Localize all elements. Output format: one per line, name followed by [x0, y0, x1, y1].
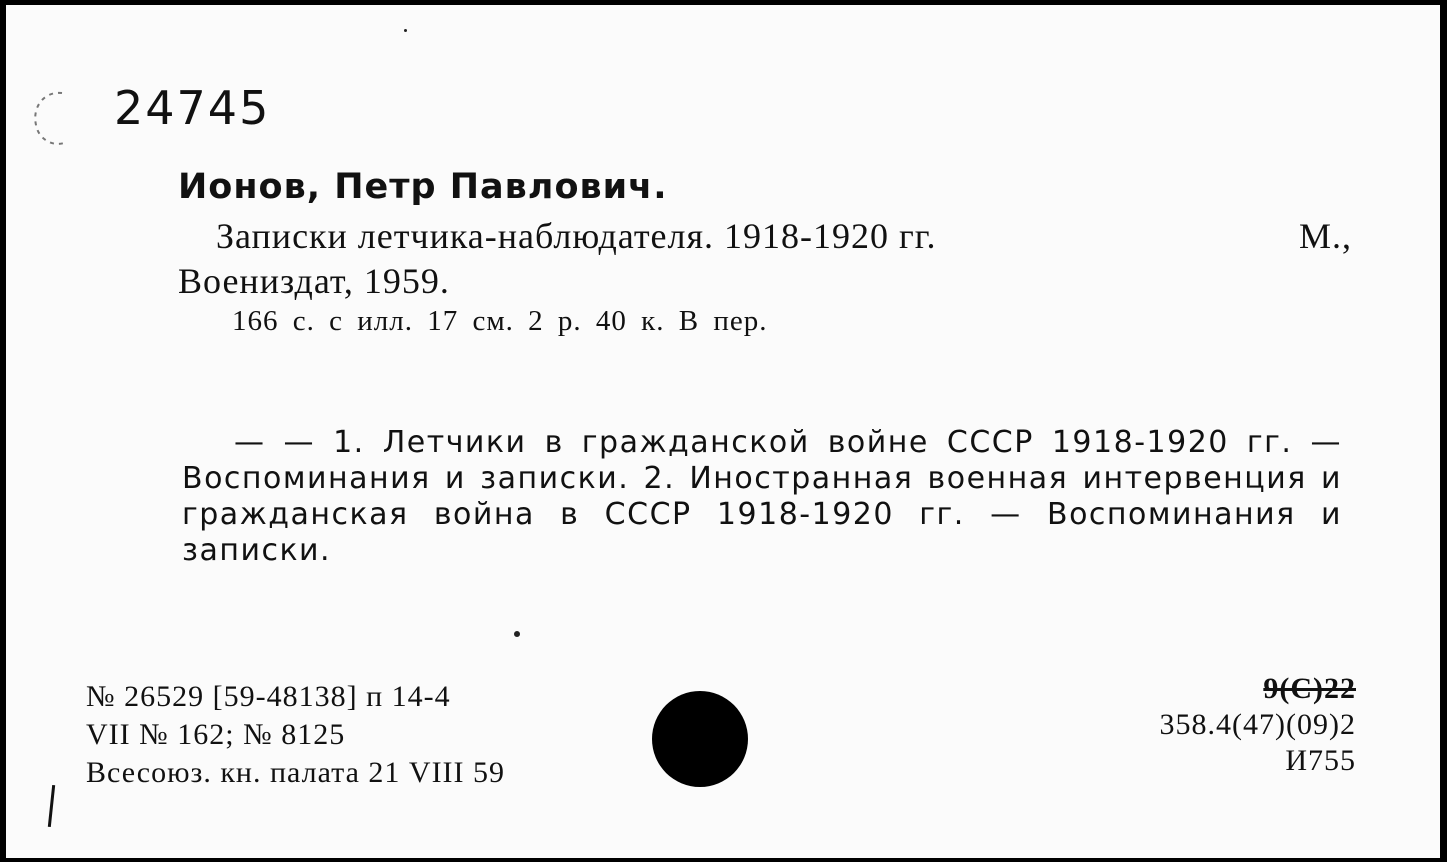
collation-line: 166 с. с илл. 17 см. 2 р. 40 к. В пер. [232, 305, 768, 337]
chamber-line: Всесоюз. кн. палата 21 VIII 59 [86, 756, 506, 789]
catalog-card [6, 5, 1440, 858]
ink-speck [404, 29, 407, 32]
ink-speck [514, 631, 520, 637]
pencil-stroke [48, 785, 55, 827]
author-heading: Ионов, Петр Павлович. [178, 167, 668, 207]
classification-code: 358.4(47)(09)2 [1159, 708, 1356, 741]
punch-hole [652, 691, 748, 787]
subject-headings: — — 1. Летчики в гражданской войне СССР 1918-1920 гг. — Воспоминания и записки. 2. Иностранная военная интервенция и гражданская война в СССР 1918-1920 гг. — Воспоминания и записки. [182, 425, 1342, 568]
old-classification: 9(С)22 [1263, 672, 1356, 705]
title-line-1 [216, 215, 1352, 257]
pencil-mark-icon [22, 85, 82, 155]
title-text: Записки летчика-наблюдателя. 1918-1920 гг. [216, 216, 937, 256]
handwritten-number: 24745 [114, 81, 271, 135]
place-of-publication: М., [1298, 216, 1352, 256]
author-mark: И755 [1285, 744, 1356, 777]
registry-line: VII № 162; № 8125 [86, 718, 346, 751]
publisher-line: Воениздат, 1959. [178, 261, 450, 301]
accession-line: № 26529 [59-48138] п 14-4 [86, 680, 451, 713]
